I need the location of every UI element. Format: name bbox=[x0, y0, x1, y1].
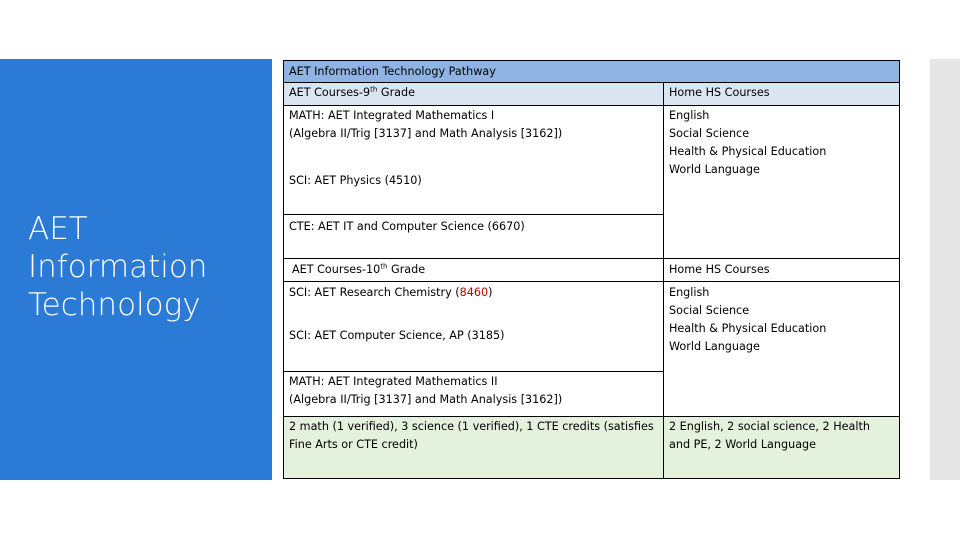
chemistry-course-code: 8460 bbox=[459, 286, 489, 299]
grade9-header: AET Courses-9th Grade bbox=[284, 83, 663, 105]
grade10-home-courses: English Social Science Health & Physical Education World Language bbox=[663, 281, 899, 416]
side-title bbox=[28, 210, 268, 324]
grade10-computer-science: SCI: AET Computer Science, AP (3185) bbox=[289, 329, 505, 342]
grade9-home-spacer bbox=[663, 214, 899, 258]
grade9-home-courses: English Social Science Health & Physical Education World Language bbox=[663, 105, 899, 214]
summary-home-credits: 2 English, 2 social science, 2 Health and PE, 2 World Language bbox=[663, 416, 899, 478]
grade9-cte: CTE: AET IT and Computer Science (6670) bbox=[284, 214, 663, 258]
grade9-science: SCI: AET Physics (4510) bbox=[289, 174, 422, 187]
summary-aet-credits: 2 math (1 verified), 3 science (1 verified), 1 CTE credits (satisfies Fine Arts or CTE credit) bbox=[284, 416, 663, 478]
table-title-cell bbox=[284, 61, 899, 83]
side-title-line-3: Technology bbox=[28, 287, 201, 323]
grade10-header: AET Courses-10th Grade bbox=[284, 258, 663, 281]
grade9-math: MATH: AET Integrated Mathematics I (Algebra II/Trig [3137] and Math Analysis [3162]) bbox=[284, 105, 663, 169]
side-title-line-2: Information bbox=[28, 249, 208, 285]
grade10-chemistry: SCI: AET Research Chemistry (8460) bbox=[284, 281, 663, 323]
grade10-home-header: Home HS Courses bbox=[663, 258, 899, 281]
side-title-line-1: AET bbox=[28, 211, 88, 247]
table-title: AET Information Technology Pathway bbox=[289, 65, 496, 78]
grade10-math: MATH: AET Integrated Mathematics II (Algebra II/Trig [3137] and Math Analysis [3162]) bbox=[284, 371, 663, 416]
pathway-table bbox=[283, 60, 900, 479]
right-edge-strip bbox=[930, 59, 960, 480]
grade9-home-header: Home HS Courses bbox=[663, 83, 899, 105]
